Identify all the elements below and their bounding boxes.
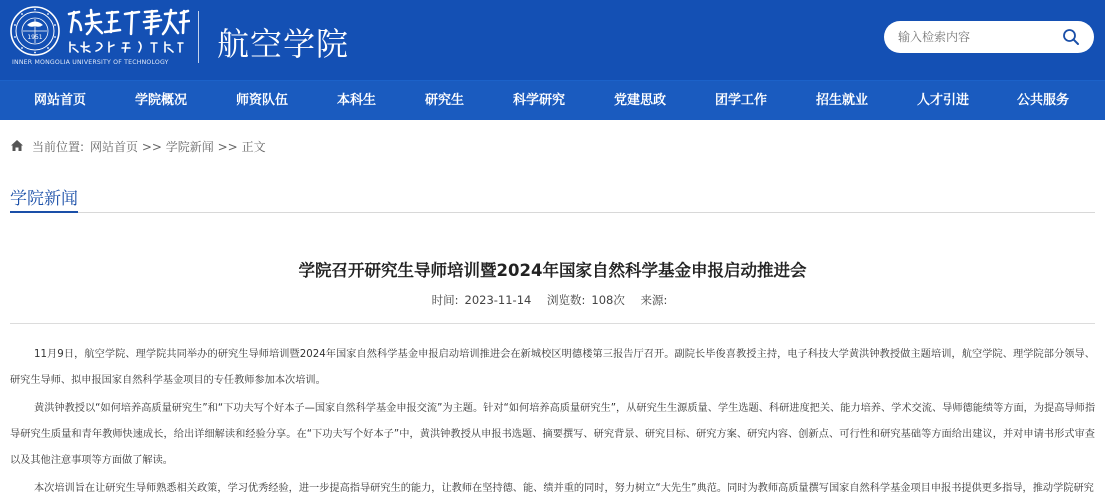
search-input[interactable] [898, 27, 1058, 47]
breadcrumb-separator: >> [141, 140, 162, 154]
views-value: 108次 [591, 293, 625, 307]
time-value: 2023-11-14 [464, 293, 532, 307]
mongolian-script-logo [67, 40, 185, 54]
breadcrumb-label: 当前位置: [32, 140, 85, 154]
university-logo[interactable] [10, 6, 190, 70]
nav-item-student-affairs[interactable]: 团学工作 [715, 93, 768, 108]
source-label: 来源: [640, 293, 668, 307]
section-title-underline [10, 211, 78, 213]
section-divider [10, 212, 1095, 213]
breadcrumb-current: 正文 [241, 140, 266, 154]
seal-year: 1951 [27, 34, 43, 41]
search-box [884, 21, 1094, 53]
section-title: 学院新闻 [10, 189, 78, 209]
article-paragraph-3: 本次培训旨在让研究生导师熟悉相关政策，学习优秀经验，进一步提高指导研究生的能力，让教师在坚持德、能、绩并重的同时，努力树立“大先生”典范。同时为教师高质量撰写国家自然科学基金项目申报书提供更多指导，推动学院研究 [34, 483, 1094, 494]
nav-item-admissions[interactable]: 招生就业 [816, 93, 869, 108]
university-calligraphy-logo [65, 8, 190, 36]
meta-divider [10, 323, 1095, 324]
nav-item-home[interactable]: 网站首页 [34, 93, 87, 108]
header-divider [198, 11, 199, 63]
article-paragraph-1: 11月9日，航空学院、理学院共同举办的研究生导师培训暨2024年国家自然科学基金申报启动培训推进会在新城校区明德楼第三报告厅召开。副院长毕俊喜教授主持，电子科技大学黄洪钟教授做主题培训，航空学院、理学院部分领导、研究生导师、拟申报国家自然科学基金项目的专任教师参加本次培训。 [10, 349, 1095, 386]
home-icon [10, 139, 24, 152]
search-icon[interactable] [1062, 28, 1080, 46]
breadcrumb-separator: >> [217, 140, 238, 154]
university-seal-icon [10, 6, 60, 56]
nav-item-graduate[interactable]: 研究生 [425, 93, 465, 108]
nav-item-research[interactable]: 科学研究 [513, 93, 566, 108]
article-title: 学院召开研究生导师培训暨2024年国家自然科学基金申报启动推进会 [298, 261, 807, 280]
nav-item-party-building[interactable]: 党建思政 [614, 93, 667, 108]
time-label: 时间: [431, 293, 459, 307]
nav-item-faculty[interactable]: 师资队伍 [236, 93, 289, 108]
nav-item-recruitment[interactable]: 人才引进 [917, 93, 970, 108]
article-paragraph-2: 黄洪钟教授以“如何培养高质量研究生”和“下功夫写个好本子—国家自然科学基金申报交流”为主题。针对“如何培养高质量研究生”，从研究生生源质量、学生选题、科研进度把关、能力培养、学术交流、导师德能绩等方面，为提高导师指导研究生质量和青年教师快速成长，给出详细解读和经验分享。在“下功夫写个好本子”中，黄洪钟教授从申报书选题、摘要撰写、研究背景、研究目标、研究方案、研究内容、创新点、可行性和研究基础等方面给出建议，并对申请书形式审查以及其他注意事项等方面做了解读。 [10, 403, 1095, 466]
nav-item-public-services[interactable]: 公共服务 [1017, 93, 1070, 108]
article-meta [0, 292, 1105, 308]
views-label: 浏览数: [547, 293, 586, 307]
site-header [0, 0, 1105, 80]
nav-item-overview[interactable]: 学院概况 [135, 93, 188, 108]
nav-item-undergraduate[interactable]: 本科生 [337, 93, 377, 108]
main-nav [0, 80, 1105, 120]
college-name[interactable]: 航空学院 [217, 25, 350, 63]
breadcrumb-news-link[interactable]: 学院新闻 [165, 140, 214, 154]
university-english-name: INNER MONGOLIA UNIVERSITY OF TECHNOLOGY [12, 59, 169, 66]
breadcrumb-home-link[interactable]: 网站首页 [90, 140, 139, 154]
